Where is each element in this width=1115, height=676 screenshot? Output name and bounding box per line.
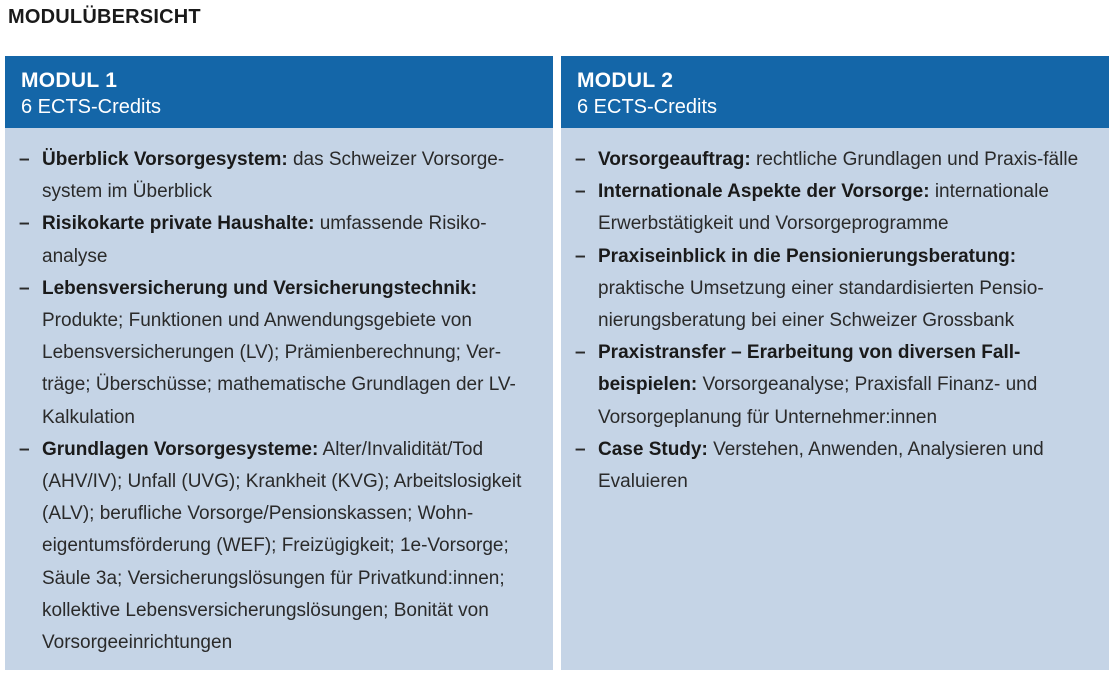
item-term: Risikokarte private Haushalte:	[42, 213, 315, 235]
item-text: Alter/Invalidität/Tod (AHV/IV); Unfall (UVG); Krankheit (KVG); Arbeitslosigkeit (ALV); berufliche Vorsorge/Pensionskassen; Wohn-eigentumsförderung (WEF); Freizügigkeit; 1e-Vorsorge; Säule 3a; Versicherungslösungen für Privatkund:innen; kollektive Lebensversicherungslösungen; Bonität von Vorsorgeeinrichtungen	[42, 438, 522, 654]
item-term: Case Study:	[598, 438, 708, 460]
bullet-dash: –	[575, 342, 586, 364]
bullet-dash: –	[575, 438, 586, 460]
list-item	[575, 176, 1095, 240]
list-item	[19, 208, 539, 272]
item-text: rechtliche Grundlagen und Praxis-fälle	[756, 149, 1079, 170]
item-term: Grundlagen Vorsorgesysteme:	[42, 438, 319, 460]
list-item	[575, 144, 1095, 176]
module-2-item-list	[575, 144, 1095, 498]
item-term: Überblick Vorsorgesystem:	[42, 149, 288, 170]
item-term: Praxiseinblick in die Pensionierungsberatung:	[598, 245, 1017, 267]
bullet-dash: –	[575, 245, 586, 267]
module-2-title: MODUL 2	[577, 69, 674, 92]
list-item	[19, 434, 539, 659]
item-text: Verstehen, Anwenden, Analysieren und Evaluieren	[598, 438, 1044, 493]
item-text: praktische Umsetzung einer standardisierten Pensio-nierungsberatung bei einer Schweizer Grossbank	[598, 277, 1044, 332]
bullet-dash: –	[19, 277, 30, 299]
module-2-body	[561, 128, 1109, 670]
item-text: das Schweizer Vorsorge-system im Überblick	[42, 149, 505, 203]
page-title: MODULÜBERSICHT	[8, 6, 201, 28]
item-term: Praxistransfer – Erarbeitung von diversen Fall-beispielen:	[598, 342, 1021, 396]
module-2-panel	[561, 56, 1109, 670]
list-item	[575, 241, 1095, 338]
item-term: Lebensversicherung und Versicherungstechnik:	[42, 277, 478, 299]
item-text: Produkte; Funktionen und Anwendungsgebiete von Lebensversicherungen (LV); Prämienberechnung; Ver-träge; Überschüsse; mathematische Grundlagen der LV-Kalkulation	[42, 310, 516, 428]
module-1-header	[5, 56, 553, 128]
item-term: Internationale Aspekte der Vorsorge:	[598, 181, 930, 203]
item-term: Vorsorgeauftrag:	[598, 149, 751, 170]
module-2-header	[561, 56, 1109, 128]
list-item	[19, 273, 539, 434]
bullet-dash: –	[575, 149, 586, 170]
module-1-body	[5, 128, 553, 670]
module-1-item-list	[19, 144, 539, 659]
bullet-dash: –	[19, 438, 30, 460]
list-item	[575, 337, 1095, 434]
bullet-dash: –	[575, 181, 586, 203]
item-text: umfassende Risiko-analyse	[42, 213, 487, 267]
list-item	[575, 434, 1095, 498]
module-2-credits: 6 ECTS-Credits	[577, 96, 718, 118]
bullet-dash: –	[19, 149, 30, 170]
module-1-title: MODUL 1	[21, 69, 118, 92]
item-text: Vorsorgeanalyse; Praxisfall Finanz- und Vorsorgeplanung für Unternehmer:innen	[598, 374, 1038, 428]
module-1-credits: 6 ECTS-Credits	[21, 96, 162, 118]
item-text: internationale Erwerbstätigkeit und Vorsorgeprogramme	[598, 181, 1049, 235]
module-1-panel	[5, 56, 553, 670]
bullet-dash: –	[19, 213, 30, 235]
list-item	[19, 144, 539, 208]
